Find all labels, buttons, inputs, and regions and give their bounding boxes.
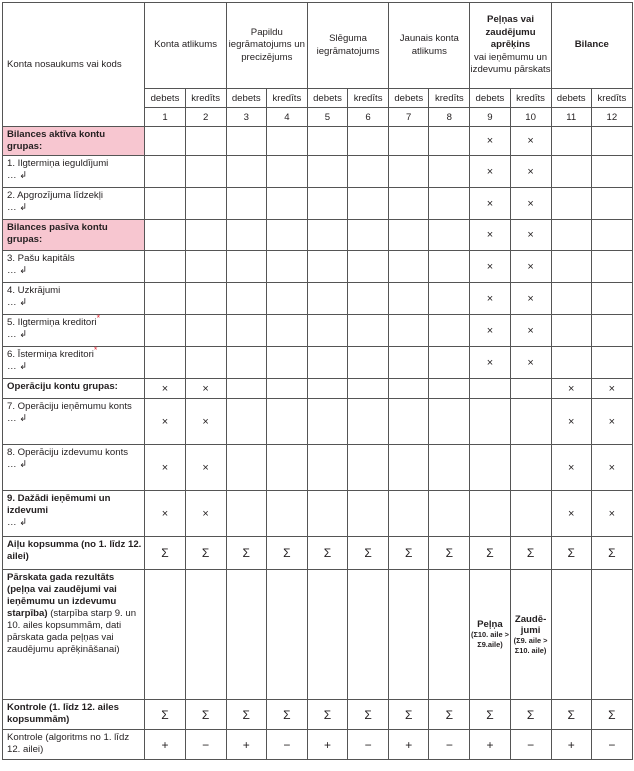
sigma-mark: Σ bbox=[551, 537, 591, 570]
sigma-mark: Σ bbox=[307, 700, 347, 730]
sigma-mark: Σ bbox=[348, 700, 389, 730]
x-mark: × bbox=[470, 188, 510, 220]
debit-header: debets bbox=[389, 89, 429, 108]
x-mark: × bbox=[470, 251, 510, 283]
x-mark: × bbox=[145, 379, 185, 399]
loss-cell: Zaudējumi (Σ9. aile > Σ10. aile) bbox=[510, 570, 551, 700]
row-label-provisions: 4. Uzkrājumi … ↲ bbox=[3, 283, 145, 315]
group-header-adjustments: Papildu iegrāmatojums un precizējums bbox=[226, 3, 307, 89]
row-label-shortterm-creditors: 6. Īstermiņa kreditori* … ↲ bbox=[3, 347, 145, 379]
col-num: 6 bbox=[348, 108, 389, 127]
x-mark: × bbox=[470, 156, 510, 188]
sigma-mark: Σ bbox=[226, 537, 266, 570]
minus-mark: − bbox=[429, 730, 470, 760]
sigma-mark: Σ bbox=[429, 537, 470, 570]
sigma-mark: Σ bbox=[510, 700, 551, 730]
x-mark: × bbox=[510, 156, 551, 188]
x-mark: × bbox=[591, 445, 632, 491]
row-label-current-assets: 2. Apgrozījuma līdzekļi … ↲ bbox=[3, 188, 145, 220]
sigma-mark: Σ bbox=[185, 537, 226, 570]
col-num: 9 bbox=[470, 108, 510, 127]
column-header-account: Konta nosaukums vai kods bbox=[3, 3, 145, 127]
plus-mark: + bbox=[389, 730, 429, 760]
sigma-mark: Σ bbox=[266, 537, 307, 570]
sigma-mark: Σ bbox=[348, 537, 389, 570]
debit-header: debets bbox=[145, 89, 185, 108]
sigma-mark: Σ bbox=[389, 537, 429, 570]
sigma-mark: Σ bbox=[266, 700, 307, 730]
x-mark: × bbox=[551, 399, 591, 445]
sigma-mark: Σ bbox=[145, 537, 185, 570]
x-mark: × bbox=[551, 491, 591, 537]
debit-header: debets bbox=[226, 89, 266, 108]
accounting-table bbox=[2, 2, 633, 760]
col-num: 8 bbox=[429, 108, 470, 127]
credit-header: kredīts bbox=[348, 89, 389, 108]
x-mark: × bbox=[591, 379, 632, 399]
profit-cell: Peļņa (Σ10. aile > Σ9.aile) bbox=[470, 570, 510, 700]
asterisk-mark: * bbox=[93, 344, 98, 355]
x-mark: × bbox=[185, 379, 226, 399]
col-num: 2 bbox=[185, 108, 226, 127]
sigma-mark: Σ bbox=[470, 537, 510, 570]
minus-mark: − bbox=[591, 730, 632, 760]
sigma-mark: Σ bbox=[591, 700, 632, 730]
col-num: 3 bbox=[226, 108, 266, 127]
sigma-mark: Σ bbox=[510, 537, 551, 570]
x-mark: × bbox=[470, 347, 510, 379]
minus-mark: − bbox=[510, 730, 551, 760]
group-header-profit-loss: Peļņas vai zaudējumu aprēķins vai ieņēmumu un izdevumu pārskats bbox=[470, 3, 551, 89]
minus-mark: − bbox=[348, 730, 389, 760]
row-label-control-totals: Kontrole (1. līdz 12. ailes kopsummām) bbox=[3, 700, 145, 730]
plus-mark: + bbox=[145, 730, 185, 760]
plus-mark: + bbox=[307, 730, 347, 760]
sigma-mark: Σ bbox=[470, 700, 510, 730]
x-mark: × bbox=[510, 283, 551, 315]
debit-header: debets bbox=[551, 89, 591, 108]
col-num: 5 bbox=[307, 108, 347, 127]
x-mark: × bbox=[185, 445, 226, 491]
x-mark: × bbox=[551, 445, 591, 491]
x-mark: × bbox=[145, 491, 185, 537]
sigma-mark: Σ bbox=[185, 700, 226, 730]
row-label-year-result: Pārskata gada rezultāts (peļņa vai zaudējumi vai ieņēmumu un izdevumu starpība) (starpība starp 9. un 10. ailes kopsummām, dati pārskata gada peļņas vai zaudējumu aprēķināšanai) bbox=[3, 570, 145, 700]
x-mark: × bbox=[510, 188, 551, 220]
x-mark: × bbox=[185, 491, 226, 537]
sigma-mark: Σ bbox=[226, 700, 266, 730]
x-mark: × bbox=[185, 399, 226, 445]
x-mark: × bbox=[510, 220, 551, 251]
credit-header: kredīts bbox=[510, 89, 551, 108]
row-label-column-totals: Aiļu kopsumma (no 1. līdz 12. ailei) bbox=[3, 537, 145, 570]
row-label-operating-income: 7. Operāciju ieņēmumu konts … ↲ bbox=[3, 399, 145, 445]
col-num: 1 bbox=[145, 108, 185, 127]
group-header-bilance: Bilance bbox=[551, 3, 632, 89]
sigma-mark: Σ bbox=[429, 700, 470, 730]
row-label-misc-income-expenses: 9. Dažādi ieņēmumi un izdevumi … ↲ bbox=[3, 491, 145, 537]
col-num: 7 bbox=[389, 108, 429, 127]
minus-mark: − bbox=[185, 730, 226, 760]
credit-header: kredīts bbox=[429, 89, 470, 108]
row-label-equity: 3. Pašu kapitāls … ↲ bbox=[3, 251, 145, 283]
x-mark: × bbox=[510, 347, 551, 379]
minus-mark: − bbox=[266, 730, 307, 760]
plus-mark: + bbox=[226, 730, 266, 760]
row-label-assets: Bilances aktīva kontu grupas: bbox=[3, 127, 145, 156]
row-label-operations: Operāciju kontu grupas: bbox=[3, 379, 145, 399]
x-mark: × bbox=[470, 127, 510, 156]
sigma-mark: Σ bbox=[145, 700, 185, 730]
sigma-mark: Σ bbox=[591, 537, 632, 570]
x-mark: × bbox=[551, 379, 591, 399]
credit-header: kredīts bbox=[266, 89, 307, 108]
row-label-liabilities: Bilances pasīva kontu grupas: bbox=[3, 220, 145, 251]
x-mark: × bbox=[470, 283, 510, 315]
debit-header: debets bbox=[307, 89, 347, 108]
sigma-mark: Σ bbox=[307, 537, 347, 570]
group-header-new-balance: Jaunais konta atlikums bbox=[389, 3, 470, 89]
x-mark: × bbox=[145, 399, 185, 445]
credit-header: kredīts bbox=[591, 89, 632, 108]
group-header-closing: Slēguma iegrāmatojums bbox=[307, 3, 388, 89]
asterisk-mark: * bbox=[96, 312, 101, 323]
x-mark: × bbox=[510, 251, 551, 283]
plus-mark: + bbox=[470, 730, 510, 760]
row-label-longterm-creditors: 5. Ilgtermiņa kreditori* … ↲ bbox=[3, 315, 145, 347]
group-header-balance: Konta atlikums bbox=[145, 3, 226, 89]
plus-mark: + bbox=[551, 730, 591, 760]
x-mark: × bbox=[470, 220, 510, 251]
col-num: 10 bbox=[510, 108, 551, 127]
row-label-operating-expenses: 8. Operāciju izdevumu konts … ↲ bbox=[3, 445, 145, 491]
x-mark: × bbox=[145, 445, 185, 491]
x-mark: × bbox=[470, 315, 510, 347]
x-mark: × bbox=[591, 491, 632, 537]
row-label-longterm-investments: 1. Ilgtermiņa ieguldījumi … ↲ bbox=[3, 156, 145, 188]
x-mark: × bbox=[591, 399, 632, 445]
sigma-mark: Σ bbox=[551, 700, 591, 730]
x-mark: × bbox=[510, 127, 551, 156]
x-mark: × bbox=[510, 315, 551, 347]
sigma-mark: Σ bbox=[389, 700, 429, 730]
debit-header: debets bbox=[470, 89, 510, 108]
col-num: 4 bbox=[266, 108, 307, 127]
row-label-control-algorithm: Kontrole (algoritms no 1. līdz 12. ailei) bbox=[3, 730, 145, 760]
credit-header: kredīts bbox=[185, 89, 226, 108]
col-num: 11 bbox=[551, 108, 591, 127]
col-num: 12 bbox=[591, 108, 632, 127]
